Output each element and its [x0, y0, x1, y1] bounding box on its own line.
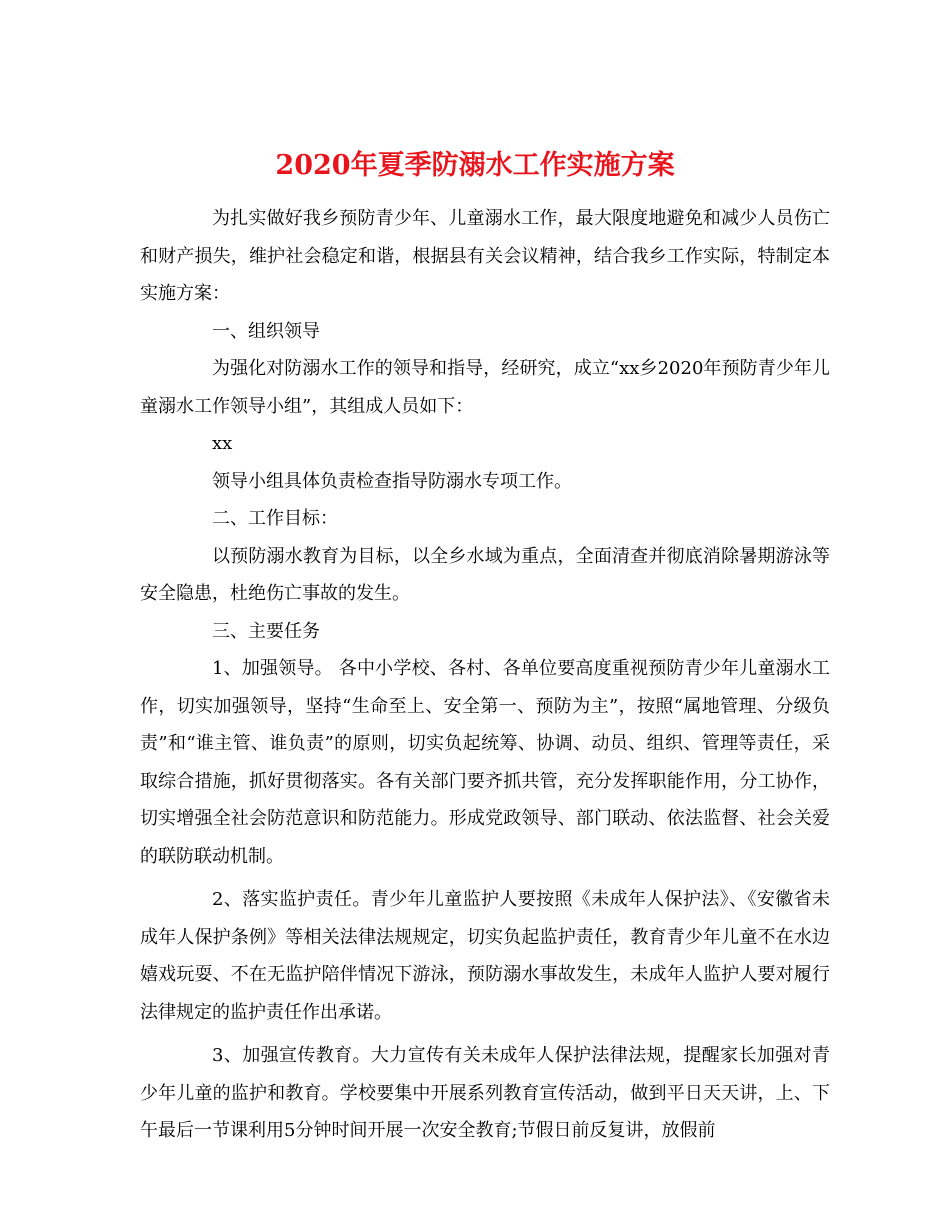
paragraph-members: xx [212, 433, 233, 454]
section-heading-tasks: 三、主要任务 [212, 620, 320, 642]
paragraph-group-duty: 领导小组具体负责检查指导防溺水专项工作。 [212, 470, 572, 492]
paragraph-intro: 为扎实做好我乡预防青少年、儿童溺水工作，最大限度地避免和减少人员伤亡和财产损失，维护社会稳定和谐，根据县有关会议精神，结合我乡工作实际，特制定本实施方案： [140, 208, 830, 304]
section-heading-goals: 二、工作目标： [212, 508, 338, 529]
paragraph-task-2: 2、落实监护责任。青少年儿童监护人要按照《未成年人保护法》、《安徽省未成年人保护条例》等相关法律法规规定，切实负起监护责任，教育青少年儿童不在水边嬉戏玩耍、不在无监护陪伴情况下游泳，预防溺水事故发生，未成年人监护人要对履行法律规定的监护责任作出承诺。 [140, 889, 830, 1023]
paragraph-goals: 以预防溺水教育为目标，以全乡水域为重点，全面清查并彻底消除暑期游泳等安全隐患，杜绝伤亡事故的发生。 [140, 545, 830, 604]
paragraph-task-3: 3、加强宣传教育。大力宣传有关未成年人保护法律法规，提醒家长加强对青少年儿童的监护和教育。学校要集中开展系列教育宣传活动，做到平日天天讲，上、下午最后一节课利用5分钟时间开展一次安全教育;节假日前反复讲，放假前 [140, 1045, 830, 1141]
section-heading-organization: 一、组织领导 [212, 320, 320, 342]
paragraph-task-1: 1、加强领导。 各中小学校、各村、各单位要高度重视预防青少年儿童溺水工作，切实加强领导，坚持“生命至上、安全第一、预防为主”，按照“属地管理、分级负责”和“谁主管、谁负责”的原则，切实负起统筹、协调、动员、组织、管理等责任，采取综合措施，抓好贯彻落实。各有关部门要齐抓共管，充分发挥职能作用，分工协作，切实增强全社会防范意识和防范能力。形成党政领导、部门联动、依法监督、社会关爱的联防联动机制。 [140, 658, 830, 867]
paragraph-leadership-group: 为强化对防溺水工作的领导和指导，经研究，成立“xx乡2020年预防青少年儿童溺水工作领导小组”，其组成人员如下： [140, 358, 830, 417]
document-title: 2020年夏季防溺水工作实施方案 [275, 150, 675, 182]
document-body [140, 200, 830, 1150]
